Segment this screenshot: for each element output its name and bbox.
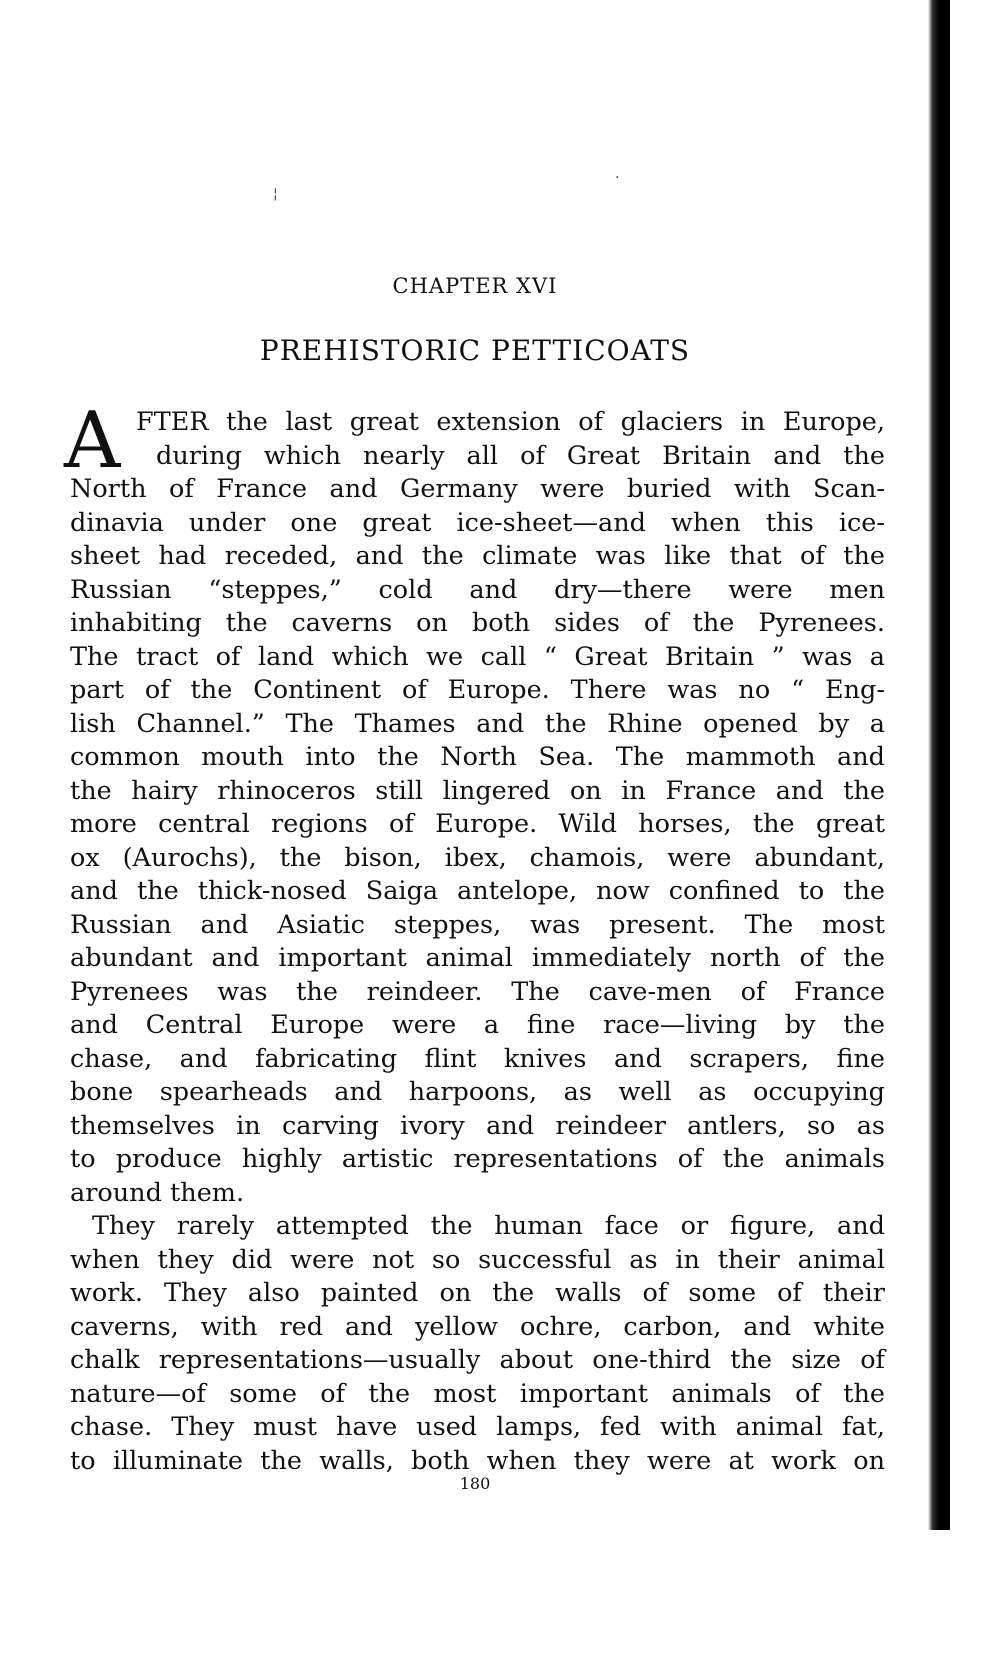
- text-line: Russian “steppes,” cold and dry—there were men: [70, 574, 885, 605]
- text-line: caverns, with red and yellow ochre, carbon, and white: [70, 1311, 885, 1342]
- scan-speck: ·: [615, 170, 620, 186]
- text-line: nature—of some of the most important animals of the: [70, 1378, 885, 1409]
- page-number: 180: [459, 1474, 491, 1493]
- text-line: when they did were not so successful as in their animal: [70, 1244, 885, 1275]
- text-line: chase, and fabricating flint knives and scrapers, fine: [70, 1043, 885, 1074]
- body-text: [64, 396, 885, 1478]
- text-line: They rarely attempted the human face or figure, and: [92, 1211, 885, 1241]
- text-line: FTER the last great extension of glaciers in Europe,: [136, 407, 885, 437]
- text-line: to produce highly artistic representations of the animals: [70, 1144, 885, 1174]
- text-line: dinavia under one great ice-sheet—and when this ice-: [70, 507, 885, 538]
- paragraph-1: [70, 406, 885, 1210]
- chapter-label: CHAPTER XVI: [392, 274, 558, 298]
- text-line: chalk representations—usually about one-third the size of: [70, 1345, 885, 1375]
- text-line: work. They also painted on the walls of some of their: [70, 1278, 885, 1308]
- scan-page-edge-bottom: [936, 1530, 950, 1659]
- scan-page-edge: [928, 0, 950, 1530]
- chapter-title: PREHISTORIC PETTICOATS: [259, 334, 691, 367]
- drop-cap: A: [64, 396, 121, 486]
- text-line: and the thick-nosed Saiga antelope, now confined to the: [70, 876, 885, 906]
- text-line: chase. They must have used lamps, fed with animal fat,: [70, 1412, 885, 1442]
- text-line: more central regions of Europe. Wild horses, the great: [70, 809, 885, 839]
- text-line: Pyrenees was the reindeer. The cave-men of France: [70, 976, 885, 1007]
- text-line: around them.: [70, 1177, 245, 1208]
- text-line: part of the Continent of Europe. There was no “ Eng-: [70, 675, 885, 705]
- paragraph-2: [70, 1210, 885, 1478]
- text-line: North of France and Germany were buried with Scan-: [70, 474, 885, 504]
- text-line: The tract of land which we call “ Great Britain ” was a: [70, 641, 885, 672]
- text-line: ox (Aurochs), the bison, ibex, chamois, were abundant,: [70, 842, 885, 873]
- text-line: the hairy rhinoceros still lingered on in France and the: [70, 775, 885, 806]
- text-line: sheet had receded, and the climate was like that of the: [70, 541, 885, 571]
- text-line: to illuminate the walls, both when they were at work on: [70, 1445, 885, 1476]
- text-line: during which nearly all of Great Britain and the: [156, 440, 885, 471]
- text-line: and Central Europe were a fine race—living by the: [70, 1010, 885, 1040]
- text-line: lish Channel.” The Thames and the Rhine opened by a: [70, 708, 885, 739]
- text-line: themselves in carving ivory and reindeer antlers, so as: [70, 1110, 885, 1141]
- text-line: common mouth into the North Sea. The mammoth and: [70, 742, 885, 772]
- text-line: Russian and Asiatic steppes, was present. The most: [70, 909, 885, 940]
- text-line: bone spearheads and harpoons, as well as occupying: [70, 1077, 885, 1107]
- scan-speck: ¦: [273, 186, 278, 202]
- text-line: inhabiting the caverns on both sides of the Pyrenees.: [70, 608, 885, 638]
- text-line: abundant and important animal immediately north of the: [70, 943, 885, 973]
